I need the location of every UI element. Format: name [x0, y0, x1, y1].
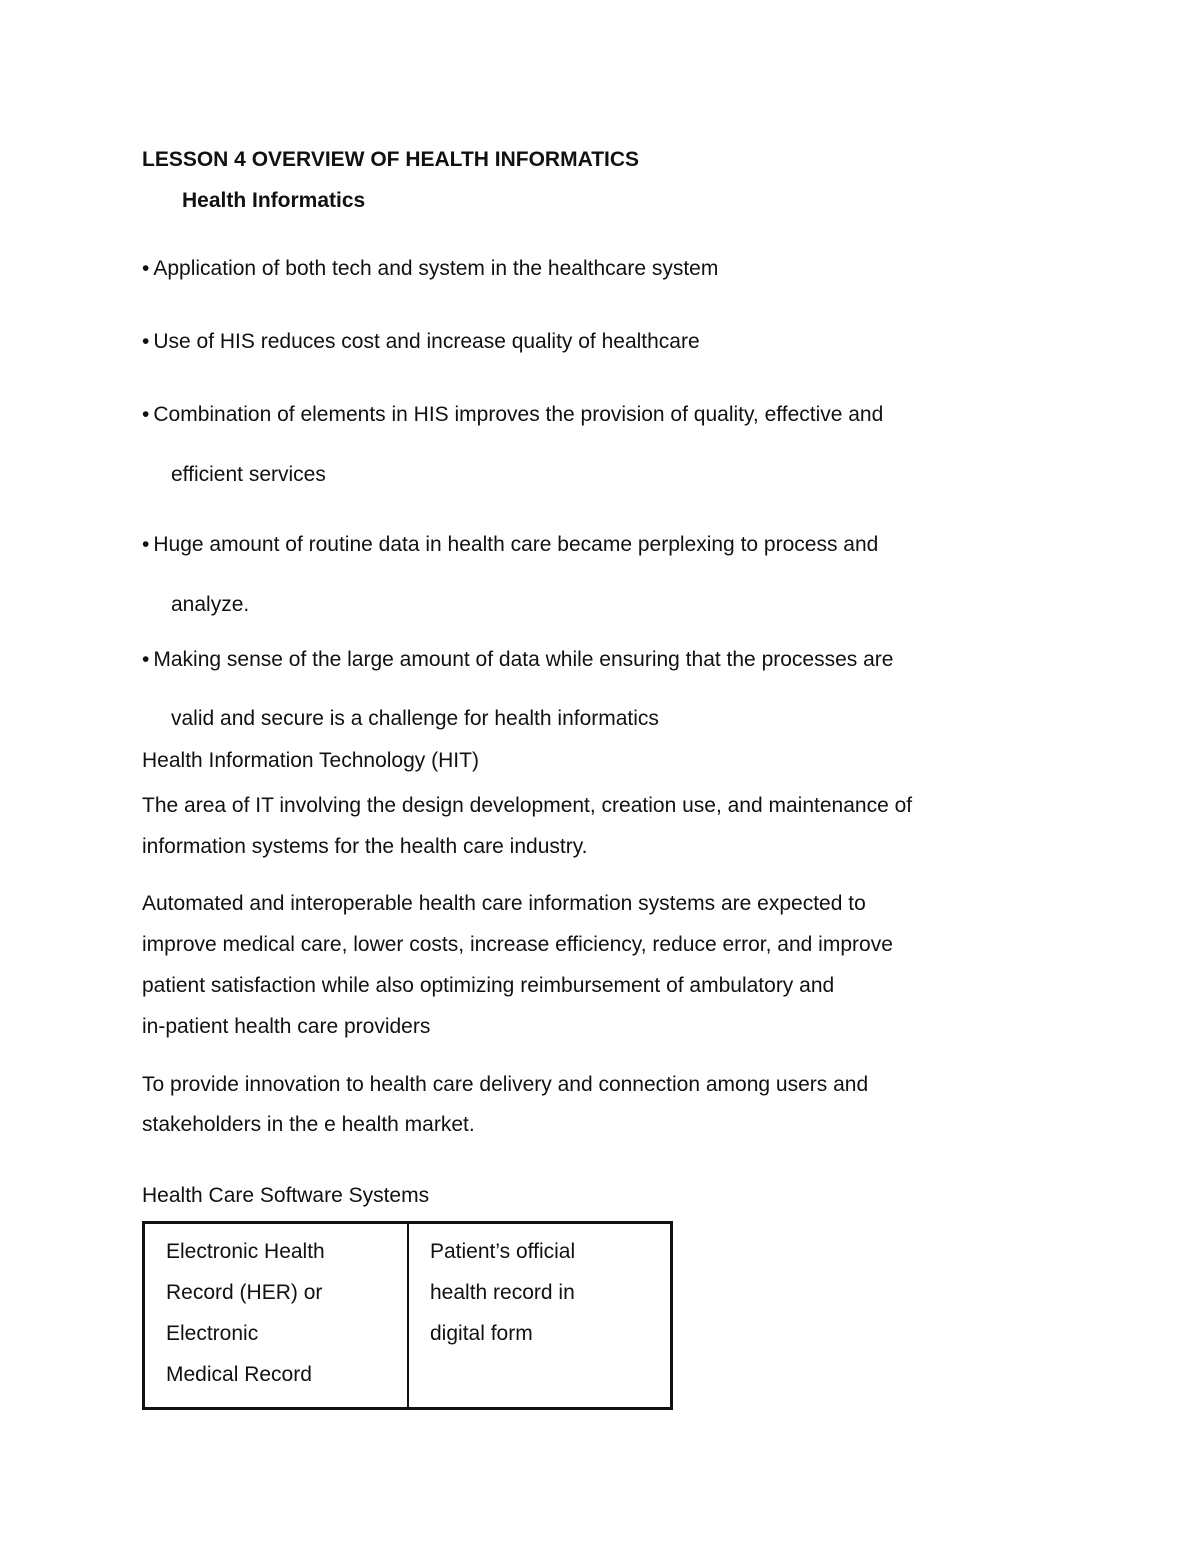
bullet-text: Application of both tech and system in the healthcare system [153, 257, 719, 280]
bullet-text: Making sense of the large amount of data while ensuring that the processes are [153, 648, 894, 671]
bullet-item [142, 255, 718, 283]
bullet-text: Huge amount of routine data in health care became perplexing to process and [153, 533, 879, 556]
table-cell-term [145, 1224, 409, 1407]
bullet-item [142, 646, 893, 674]
hit-paragraph-line: stakeholders in the e health market. [142, 1113, 475, 1136]
bullet-continuation: analyze. [171, 593, 250, 616]
bullet-mark: • [142, 403, 150, 426]
bullet-mark: • [142, 533, 150, 556]
table-cell-line: Medical Record [166, 1363, 312, 1386]
bullet-item [142, 328, 700, 356]
bullet-item [142, 531, 878, 559]
bullet-mark: • [142, 330, 150, 353]
hit-paragraph-line: To provide innovation to health care delivery and connection among users and [142, 1073, 869, 1096]
bullet-item [142, 401, 883, 429]
hit-paragraph-line: patient satisfaction while also optimizing reimbursement of ambulatory and [142, 974, 835, 997]
table-cell-definition [409, 1224, 670, 1407]
bullet-mark: • [142, 257, 150, 280]
table-cell-line: Patient’s official [430, 1240, 576, 1263]
software-heading: Health Care Software Systems [142, 1184, 430, 1207]
table-cell-line: digital form [430, 1322, 533, 1345]
table-cell-line: Electronic Health [166, 1240, 325, 1263]
software-table [142, 1221, 673, 1410]
bullet-text: Combination of elements in HIS improves the provision of quality, effective and [153, 403, 884, 426]
hit-definition-line: The area of IT involving the design development, creation use, and maintenance of [142, 794, 913, 817]
table-cell-line: Electronic [166, 1322, 259, 1345]
hit-heading: Health Information Technology (HIT) [142, 749, 479, 772]
lesson-title: LESSON 4 OVERVIEW OF HEALTH INFORMATICS [142, 148, 640, 171]
bullet-mark: • [142, 648, 150, 671]
hit-paragraph-line: improve medical care, lower costs, increase efficiency, reduce error, and improve [142, 933, 893, 956]
bullet-continuation: valid and secure is a challenge for health informatics [171, 707, 659, 730]
hit-paragraph-line: in-patient health care providers [142, 1015, 431, 1038]
table-cell-line: Record (HER) or [166, 1281, 323, 1304]
section-subtitle: Health Informatics [182, 189, 366, 212]
hit-definition-line: information systems for the health care industry. [142, 835, 588, 858]
bullet-text: Use of HIS reduces cost and increase quality of healthcare [153, 330, 700, 353]
hit-paragraph-line: Automated and interoperable health care information systems are expected to [142, 892, 866, 915]
table-cell-line: health record in [430, 1281, 575, 1304]
bullet-continuation: efficient services [171, 463, 326, 486]
